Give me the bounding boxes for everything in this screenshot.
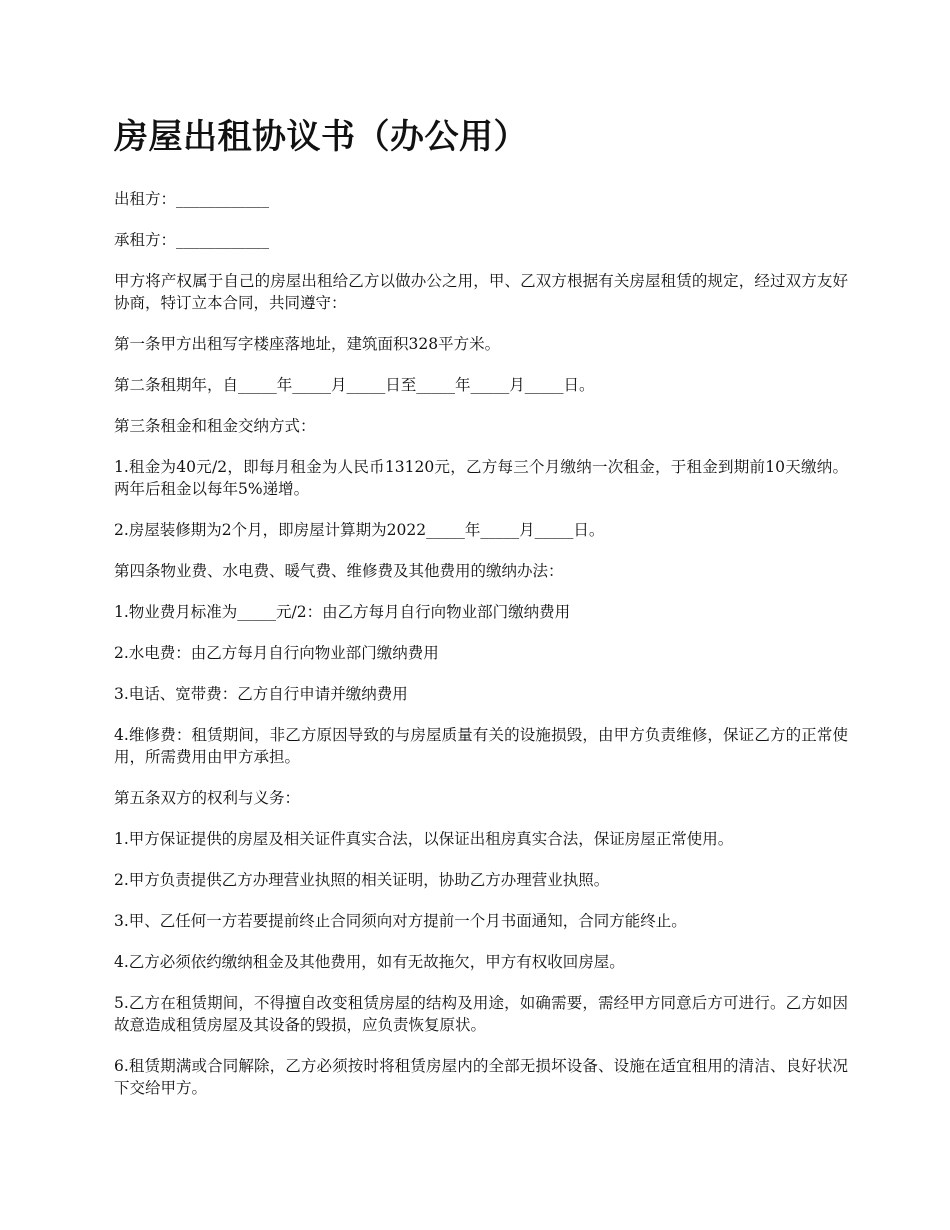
article-3-item-2: 2.房屋装修期为2个月，即房屋计算期为2022_____年_____月_____日。 <box>114 521 605 539</box>
lessor-line: 出租方：____________ <box>114 190 270 208</box>
document-page <box>114 112 848 1118</box>
article-5-item-5: 5.乙方在租赁期间，不得擅自改变租赁房屋的结构及用途，如确需要，需经甲方同意后方可进行。乙方如因故意造成租赁房屋及其设备的毁损，应负责恢复原状。 <box>114 994 848 1034</box>
article-5-item-1: 1.甲方保证提供的房屋及相关证件真实合法，以保证出租房真实合法，保证房屋正常使用。 <box>114 830 734 848</box>
article-3-item-1: 1.租金为40元/2，即每月租金为人民币13120元，乙方每三个月缴纳一次租金，于租金到期前10天缴纳。两年后租金以每年5%递增。 <box>114 458 848 498</box>
article-4-item-2: 2.水电费：由乙方每月自行向物业部门缴纳费用 <box>114 644 439 662</box>
article-2: 第二条租期年，自_____年_____月_____日至_____年_____月_____日。 <box>114 376 595 394</box>
article-1: 第一条甲方出租写字楼座落地址，建筑面积328平方米。 <box>114 335 501 353</box>
lessee-line: 承租方：____________ <box>114 231 270 249</box>
article-5-heading: 第五条双方的权利与义务： <box>114 789 301 807</box>
article-3-heading: 第三条租金和租金交纳方式： <box>114 417 316 435</box>
article-4-item-1: 1.物业费月标准为_____元/2：由乙方每月自行向物业部门缴纳费用 <box>114 603 571 621</box>
article-4-heading: 第四条物业费、水电费、暖气费、维修费及其他费用的缴纳办法： <box>114 562 564 580</box>
article-5-item-6: 6.租赁期满或合同解除，乙方必须按时将租赁房屋内的全部无损坏设备、设施在适宜租用的清洁、良好状况下交给甲方。 <box>114 1057 848 1097</box>
article-4-item-4: 4.维修费：租赁期间，非乙方原因导致的与房屋质量有关的设施损毁，由甲方负责维修，保证乙方的正常使用，所需费用由甲方承担。 <box>114 726 848 766</box>
article-5-item-3: 3.甲、乙任何一方若要提前终止合同须向对方提前一个月书面通知，合同方能终止。 <box>114 912 687 930</box>
article-5-item-2: 2.甲方负责提供乙方办理营业执照的相关证明，协助乙方办理营业执照。 <box>114 871 610 889</box>
preamble-paragraph: 甲方将产权属于自己的房屋出租给乙方以做办公之用，甲、乙双方根据有关房屋租赁的规定，经过双方友好协商，特订立本合同，共同遵守： <box>114 272 848 312</box>
document-title: 房屋出租协议书（办公用） <box>114 117 528 157</box>
article-5-item-4: 4.乙方必须依约缴纳租金及其他费用，如有无故拖欠，甲方有权收回房屋。 <box>114 953 625 971</box>
article-4-item-3: 3.电话、宽带费：乙方自行申请并缴纳费用 <box>114 685 408 703</box>
